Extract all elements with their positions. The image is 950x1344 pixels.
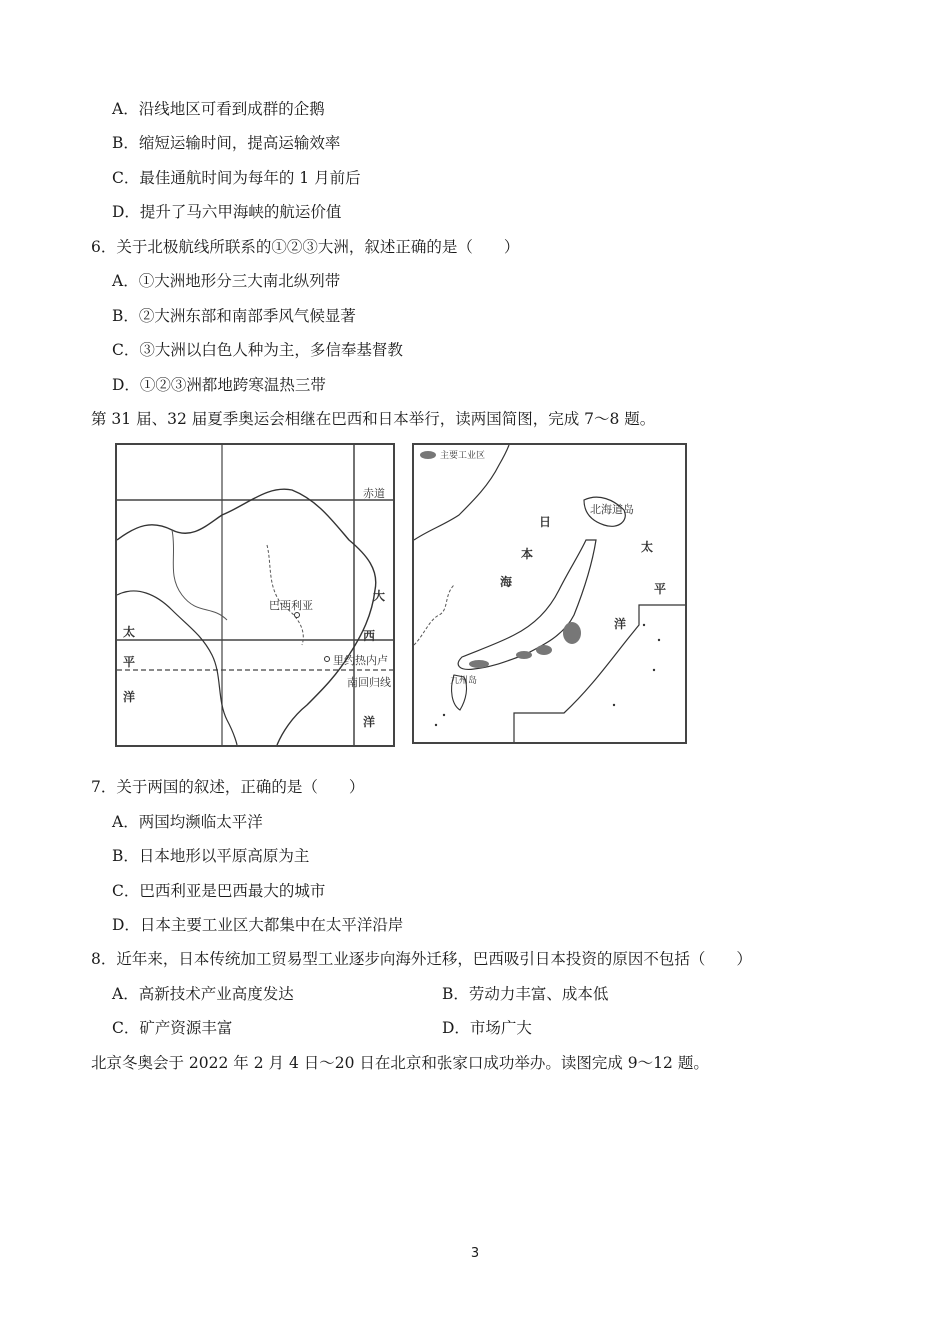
- q7-option-d: D．日本主要工业区大都集中在太平洋沿岸: [112, 916, 404, 934]
- q8-option-d: D．市场广大: [442, 1019, 532, 1037]
- label-pacific-2: 平: [123, 655, 136, 669]
- label-pacific-3: 洋: [123, 690, 136, 704]
- q7-option-a: A．两国均濒临太平洋: [112, 813, 263, 831]
- q7-option-c: C．巴西利亚是巴西最大的城市: [112, 882, 326, 900]
- label-atlantic-1: 大: [373, 589, 386, 603]
- label-rio: 里约热内卢: [333, 654, 388, 667]
- q7-option-b: B．日本地形以平原高原为主: [112, 847, 310, 865]
- q6-option-c: C．③大洲以白色人种为主，多信奉基督教: [112, 341, 403, 359]
- q8-option-c: C．矿产资源丰富: [112, 1019, 233, 1037]
- label-kyushu: 九州岛: [450, 676, 478, 686]
- intro-9-12: 北京冬奥会于 2022 年 2 月 4 日～20 日在北京和张家口成功举办。读图完成 9～12 题。: [91, 1054, 709, 1072]
- intro-7-8: 第 31 届、32 届夏季奥运会相继在巴西和日本举行，读两国简图，完成 7～8 题。: [91, 410, 656, 428]
- label-pacific-1: 太: [123, 625, 136, 639]
- q7-stem: 7．关于两国的叙述，正确的是（ ）: [91, 778, 365, 796]
- q6-option-b: B．②大洲东部和南部季风气候显著: [112, 307, 356, 325]
- label-atlantic-3: 洋: [363, 715, 376, 729]
- brazil-map: [115, 443, 395, 747]
- label-atlantic-2: 西: [363, 629, 376, 643]
- q8-option-b: B．劳动力丰富、成本低: [442, 985, 609, 1003]
- label-equator: 赤道: [363, 487, 385, 500]
- label-pacific-1: 太: [641, 540, 654, 554]
- q6-option-d: D．①②③洲都地跨寒温热三带: [112, 376, 326, 394]
- q6-option-a: A．①大洲地形分三大南北纵列带: [112, 272, 341, 290]
- page-number: 3: [470, 1246, 480, 1261]
- q8-option-a: A．高新技术产业高度发达: [112, 985, 294, 1003]
- legend-label: 主要工业区: [440, 451, 486, 461]
- q5-option-b: B．缩短运输时间，提高运输效率: [112, 134, 341, 152]
- legend-swatch: [420, 451, 436, 459]
- q8-stem: 8．近年来，日本传统加工贸易型工业逐步向海外迁移，巴西吸引日本投资的原因不包括（ ）: [91, 950, 752, 968]
- label-pacific-3: 洋: [614, 617, 627, 631]
- q5-option-d: D．提升了马六甲海峡的航运价值: [112, 203, 342, 221]
- label-hokkaido: 北海道岛: [590, 503, 634, 516]
- label-sea-of-japan-1: 日: [539, 515, 552, 529]
- q5-option-a: A．沿线地区可看到成群的企鹅: [112, 100, 325, 118]
- label-sea-of-japan-2: 本: [521, 547, 534, 561]
- japan-map: [412, 443, 687, 744]
- q5-option-c: C．最佳通航时间为每年的 1 月前后: [112, 169, 361, 187]
- brazil-map-drawing: [117, 445, 393, 745]
- japan-map-drawing: [414, 445, 685, 742]
- q6-stem: 6．关于北极航线所联系的①②③大洲，叙述正确的是（ ）: [91, 238, 520, 256]
- label-brasilia: 巴西利亚: [269, 599, 313, 612]
- label-tropic-capricorn: 南回归线: [347, 676, 391, 689]
- label-sea-of-japan-3: 海: [500, 575, 513, 589]
- label-pacific-2: 平: [654, 582, 667, 596]
